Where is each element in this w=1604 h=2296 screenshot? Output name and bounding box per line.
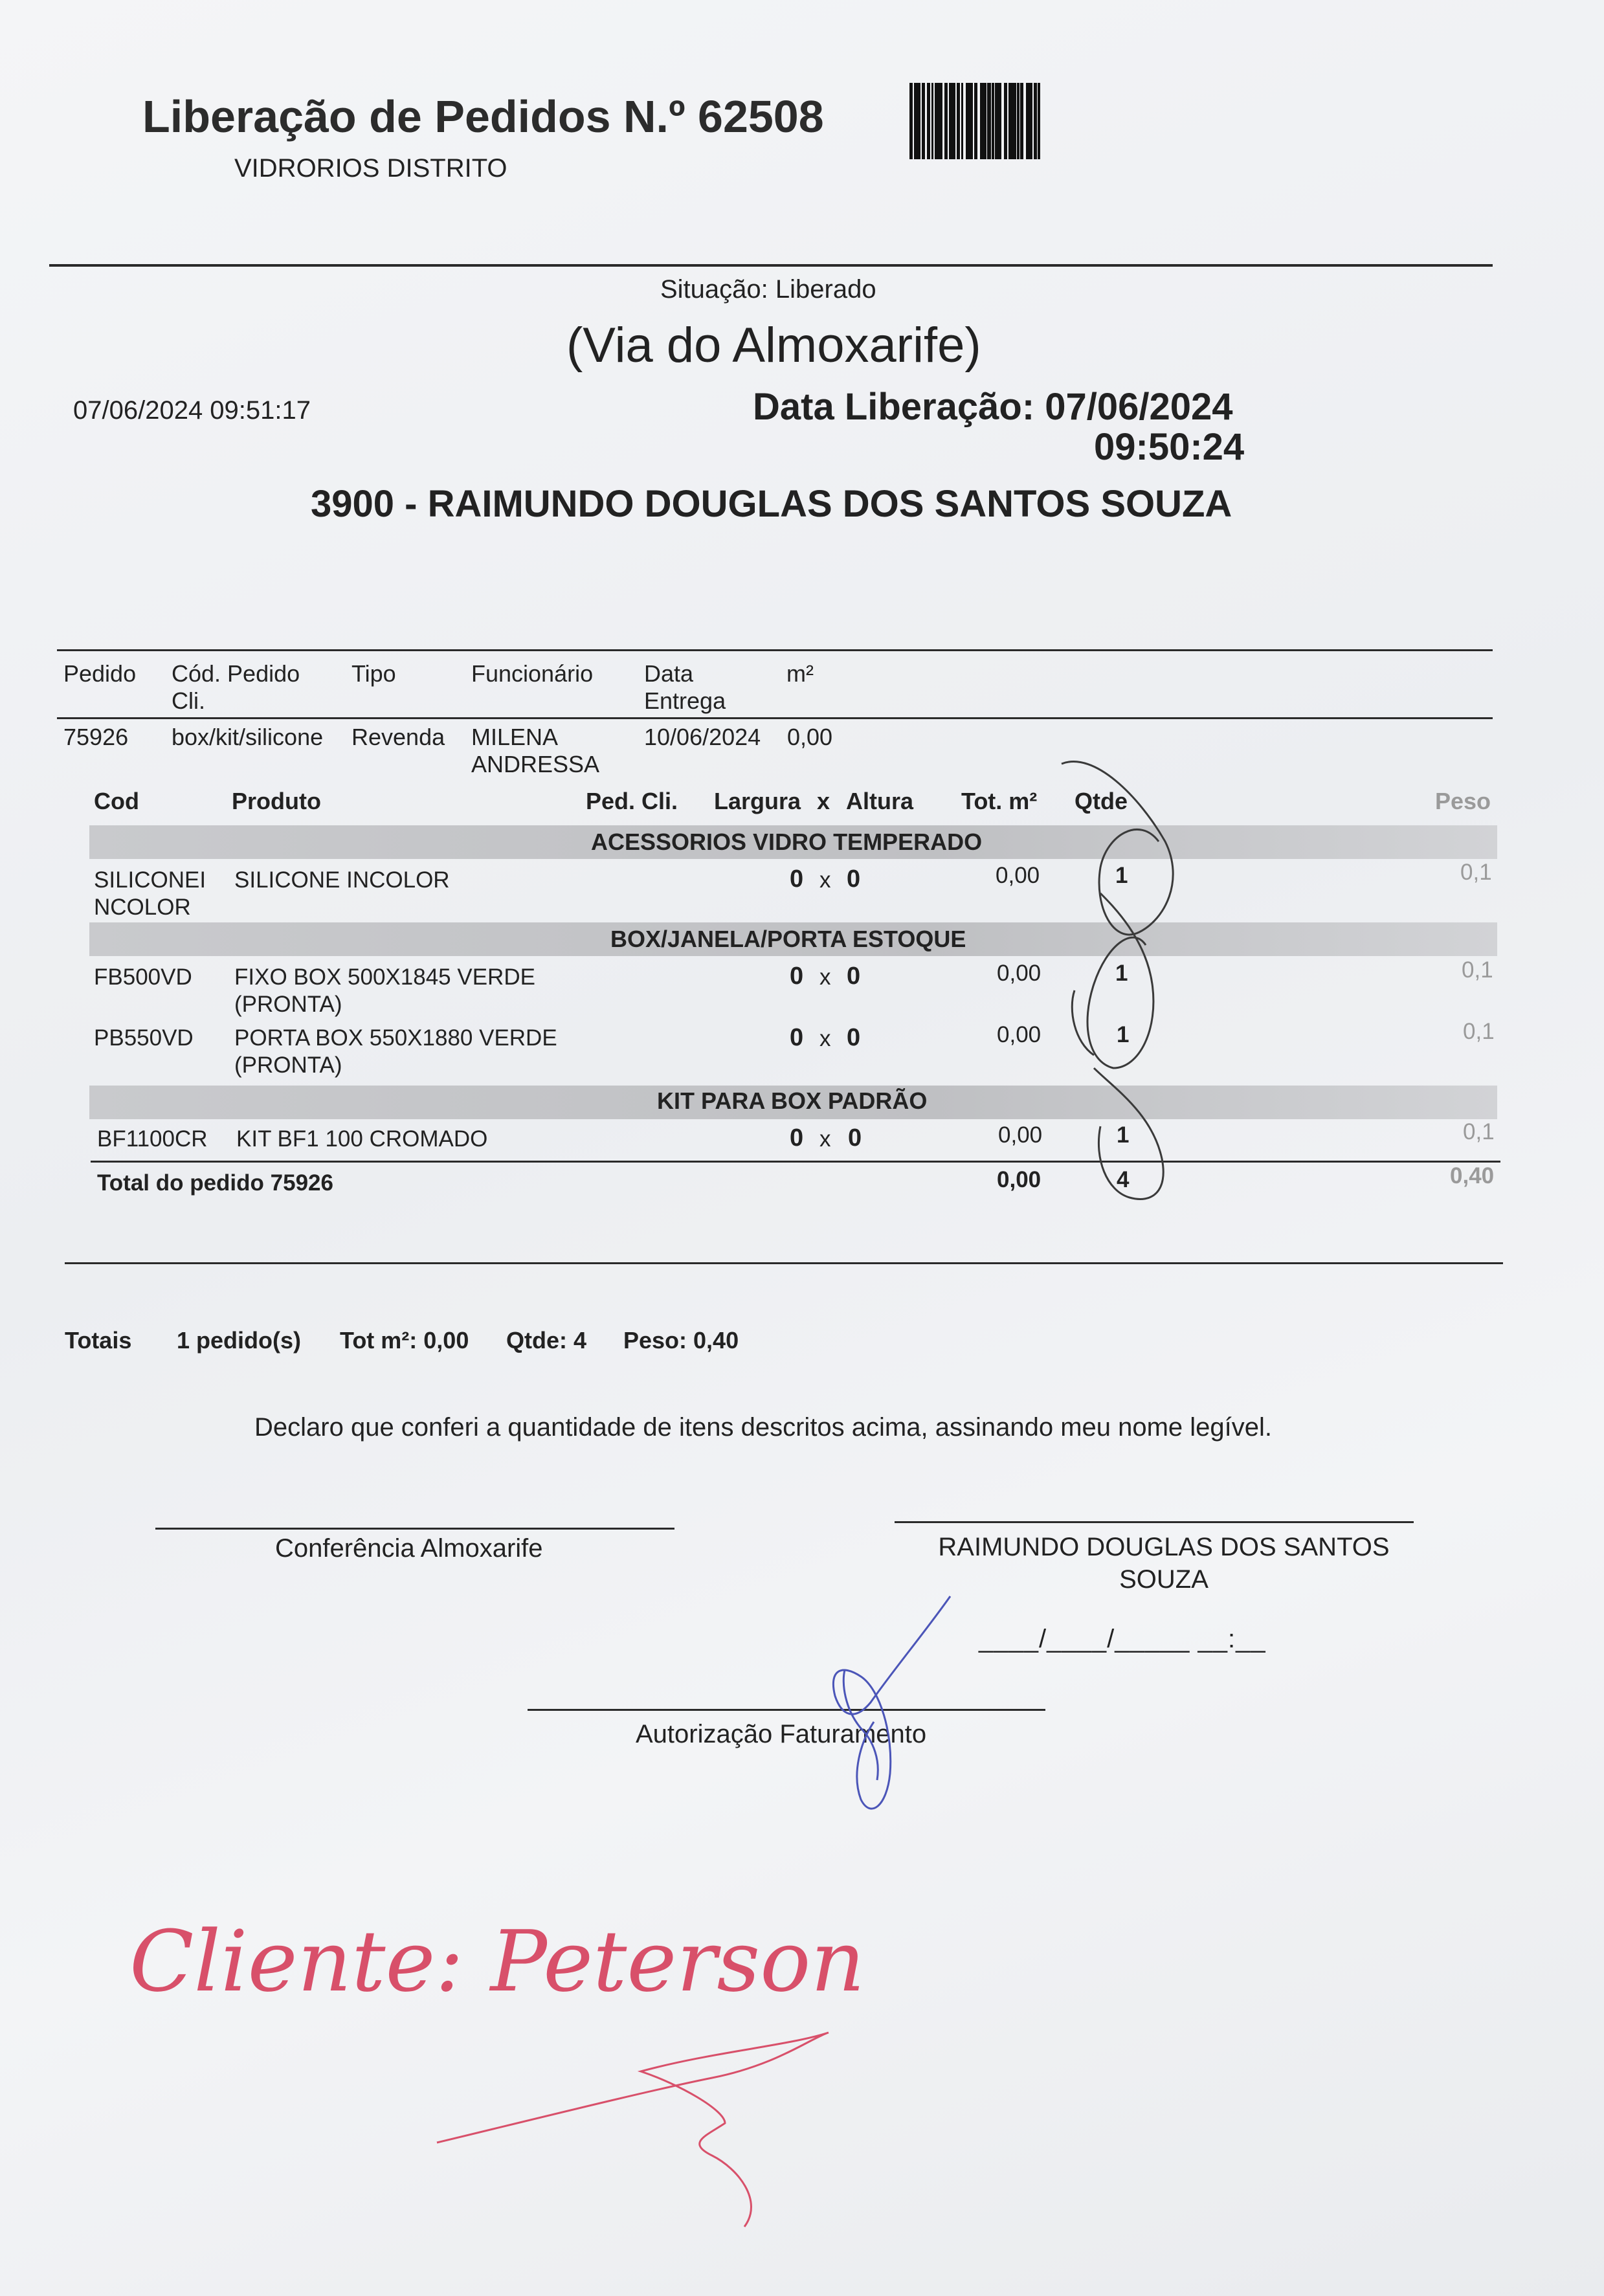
item-tot-m2: 0,00: [997, 1022, 1041, 1047]
item-qtde: 1: [1115, 863, 1128, 888]
item-cod: FB500VD: [94, 964, 192, 990]
status-text: Situação: Liberado: [660, 275, 876, 304]
item-altura: 0: [847, 963, 861, 990]
item-largura: 0: [790, 1024, 804, 1051]
item-cod: SILICONEI: [94, 867, 206, 893]
item-peso: 0,1: [1462, 957, 1493, 983]
item-produto: FIXO BOX 500X1845 VERDE: [234, 964, 535, 990]
item-qtde: 1: [1117, 1022, 1130, 1047]
red-handwriting-underline: [437, 2033, 829, 2227]
date-time-blank: ____/____/_____ __:__: [979, 1625, 1266, 1653]
item-x: x: [819, 867, 831, 893]
totals-pedidos: 1 pedido(s): [177, 1327, 302, 1354]
item-x: x: [819, 964, 831, 990]
items-header-qtde: Qtde: [1075, 788, 1128, 814]
totals-qtde: Qtde: 4: [506, 1327, 587, 1354]
printed-timestamp: 07/06/2024 09:51:17: [73, 396, 311, 425]
item-peso: 0,1: [1463, 1119, 1495, 1144]
order-m2: 0,00: [787, 724, 833, 750]
order-total-label: Total do pedido 75926: [97, 1170, 333, 1196]
col-header-m2: m²: [786, 660, 814, 687]
item-tot-m2: 0,00: [998, 1122, 1043, 1148]
item-cod: BF1100CR: [97, 1126, 208, 1152]
order-cod-pedido: box/kit/silicone: [172, 724, 324, 750]
order-total-peso: 0,40: [1450, 1163, 1495, 1188]
order-data-entrega: 10/06/2024: [644, 724, 761, 750]
item-tot-m2: 0,00: [996, 863, 1040, 888]
item-produto: PORTA BOX 550X1880 VERDE: [234, 1025, 557, 1051]
col-header-entrega: Entrega: [644, 687, 726, 714]
item-qtde: 1: [1115, 961, 1128, 986]
col-header-cod-pedido-cli: Cli.: [172, 687, 205, 714]
items-header-cod: Cod: [94, 788, 139, 814]
totals-m2: Tot m²: 0,00: [340, 1327, 469, 1354]
order-funcionario-line2: ANDRESSA: [471, 751, 600, 777]
item-altura: 0: [847, 1024, 861, 1051]
item-x: x: [819, 1126, 831, 1152]
totals-peso: Peso: 0,40: [623, 1327, 739, 1354]
item-largura: 0: [790, 865, 804, 893]
declaration-text: Declaro que conferi a quantidade de itens descritos acima, assinando meu nome legível.: [254, 1413, 1273, 1442]
col-header-pedido: Pedido: [63, 660, 137, 687]
order-total-m2: 0,00: [997, 1167, 1041, 1192]
col-header-tipo: Tipo: [351, 660, 396, 687]
customer-name: 3900 - RAIMUNDO DOUGLAS DOS SANTOS SOUZA: [311, 483, 1232, 525]
item-peso: 0,1: [1463, 1019, 1495, 1044]
items-header-altura: Altura: [846, 788, 914, 814]
item-produto-line2: (PRONTA): [234, 1053, 342, 1078]
item-produto: KIT BF1 100 CROMADO: [236, 1126, 488, 1152]
items-header-largura: Largura: [714, 788, 801, 814]
item-x: x: [819, 1026, 831, 1051]
order-total-qtde: 4: [1117, 1167, 1130, 1192]
totals-label: Totais: [65, 1327, 132, 1354]
item-produto: SILICONE INCOLOR: [234, 867, 450, 893]
red-handwritten-note: Cliente: Peterson: [129, 1912, 865, 2011]
item-tot-m2: 0,00: [997, 961, 1041, 986]
col-header-cod-pedido: Cód. Pedido: [172, 660, 300, 687]
items-header-ped-cli: Ped. Cli.: [586, 788, 678, 814]
blue-signature: [833, 1596, 950, 1809]
signature-label-conferencia: Conferência Almoxarife: [275, 1534, 543, 1563]
release-date: Data Liberação: 07/06/2024: [753, 386, 1233, 428]
col-header-data: Data: [644, 660, 694, 687]
item-cod-line2: NCOLOR: [94, 895, 191, 920]
item-largura: 0: [790, 963, 804, 990]
item-peso: 0,1: [1460, 860, 1492, 885]
col-header-funcionario: Funcionário: [471, 660, 594, 687]
items-header-tot-m2: Tot. m²: [961, 788, 1038, 814]
company-name: VIDRORIOS DISTRITO: [234, 154, 507, 183]
copy-label: (Via do Almoxarife): [566, 318, 981, 373]
order-tipo: Revenda: [351, 724, 445, 750]
order-funcionario: MILENA: [471, 724, 559, 750]
items-header-x: x: [817, 788, 830, 814]
signature-label-cliente: RAIMUNDO DOUGLAS DOS SANTOS SOUZA: [938, 1533, 1390, 1594]
group-title: KIT PARA BOX PADRÃO: [657, 1087, 928, 1114]
item-cod: PB550VD: [94, 1025, 194, 1051]
items-header-peso: Peso: [1435, 788, 1491, 814]
items-header-produto: Produto: [232, 788, 321, 814]
item-altura: 0: [847, 865, 861, 893]
item-largura: 0: [790, 1124, 804, 1152]
item-produto-line2: (PRONTA): [234, 992, 342, 1017]
item-qtde: 1: [1117, 1122, 1130, 1148]
group-title: BOX/JANELA/PORTA ESTOQUE: [610, 926, 966, 952]
item-altura: 0: [848, 1124, 862, 1152]
document-title: Liberação de Pedidos N.º 62508: [142, 91, 824, 142]
order-pedido: 75926: [63, 724, 129, 750]
release-time: 09:50:24: [1094, 426, 1245, 468]
group-title: ACESSORIOS VIDRO TEMPERADO: [591, 829, 983, 855]
signature-label-autorizacao: Autorização Faturamento: [636, 1720, 927, 1748]
qtde-check-marks: [1062, 762, 1173, 1199]
